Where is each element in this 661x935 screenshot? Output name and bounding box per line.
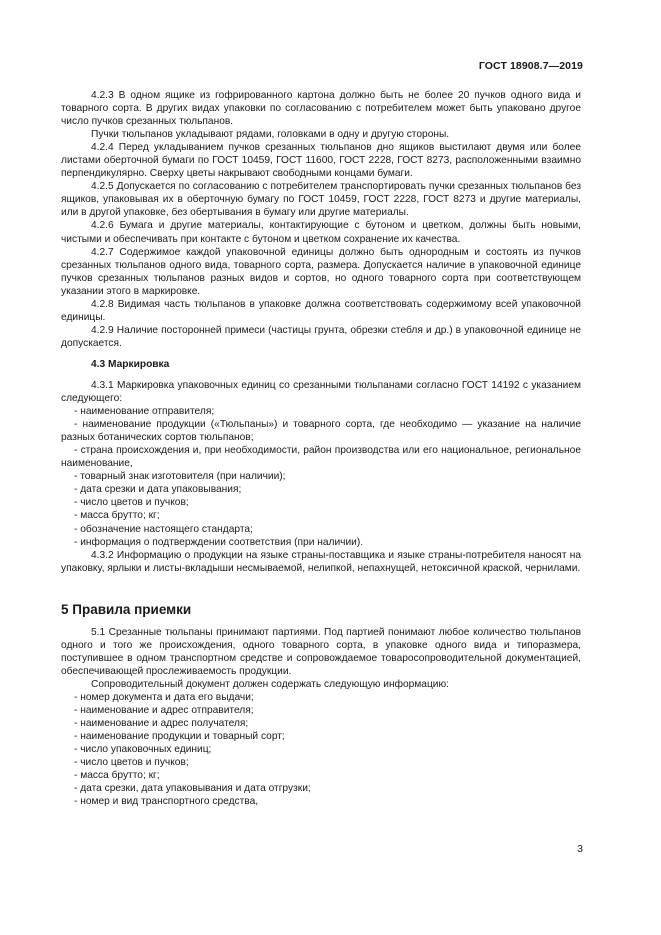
paragraph-4-3-2: 4.3.2 Информацию о продукции на языке страны-поставщика и языке страны-потребителя наносят на упаковку, ярлыки и листы-вкладыши несмываемой, нелипкой, непахнущей, нетоксичной краской, чернилами. [61,549,581,574]
paragraph-4-2-5: 4.2.5 Допускается по согласованию с потребителем транспортировать пучки срезанных тюльпанов без ящиков, упаковывая их в оберточную бумагу по ГОСТ 10459, ГОСТ 2228, ГОСТ 8273 и другие материалы, или в другой упаковке, без обертывания в бумагу или другие материалы. [61,181,581,219]
section-heading: 5 Правила приемки [61,601,192,617]
list-item: - информация о подтверждении соответствия (при наличии). [74,536,364,548]
list-item: - дата срезки, дата упаковывания и дата отгрузки; [74,783,311,795]
list-item: - наименование продукции и товарный сорт; [74,731,285,743]
document-header: ГОСТ 18908.7—2019 [478,60,583,72]
document-body [61,89,581,808]
list-item: - страна происхождения и, при необходимости, район производства или его национальное, региональное наименование, [61,445,581,470]
list-item: - наименование и адрес получателя; [74,718,249,730]
list-item: - номер документа и дата его выдачи; [74,691,254,703]
paragraph-accompanying-document: Сопроводительный документ должен содержать следующую информацию: [91,678,449,690]
paragraph-4-2-7: 4.2.7 Содержимое каждой упаковочной единицы должно быть однородным и состоять из пучков срезанных тюльпанов одного вида, товарного сорта, размера. Допускается наличие в упаковочной единице пучков срезанных тюльпанов разных видов и сортов, но одного товарного сорта при соответствующем указании этого в маркировке. [61,246,581,297]
list-item: - число упаковочных единиц; [74,744,212,756]
paragraph-4-2-9: 4.2.9 Наличие посторонней примеси (частицы грунта, обрезки стебля и др.) в упаковочной единице не допускается. [61,324,581,349]
paragraph-4-3-1: 4.3.1 Маркировка упаковочных единиц со срезанными тюльпанами согласно ГОСТ 14192 с указанием следующего: [61,379,581,405]
list-item: - масса брутто; кг; [74,770,160,782]
paragraph-4-2-4: 4.2.4 Перед укладыванием пучков срезанных тюльпанов дно ящиков выстилают двумя или более листами оберточной бумаги по ГОСТ 10459, ГОСТ 11600, ГОСТ 2228, ГОСТ 8273, расположенными взаимно перпендикулярно. Сверху цветы накрывают свободными концами бумаги. [61,142,581,180]
page-number: 3 [577,843,583,855]
list-item: - масса брутто; кг; [74,510,160,522]
list-item: - наименование продукции («Тюльпаны») и товарного сорта, где необходимо — указание на наличие разных ботанических сортов тюльпанов; [61,419,581,444]
list-item: - число цветов и пучков; [74,757,189,769]
paragraph-5-1: 5.1 Срезанные тюльпаны принимают партиями. Под партией понимают любое количество тюльпанов одного и того же происхождения, одного товарного сорта, в упаковке одного вида и типоразмера, поступившее в одном транспортном средстве и сопровождаемое товаросопроводительной документацией, обеспечивающей прослеживаемость продукции. [61,626,581,677]
paragraph-4-2-8: 4.2.8 Видимая часть тюльпанов в упаковке должна соответствовать содержимому всей упаковочной единицы. [61,298,581,323]
list-item: - наименование и адрес отправителя; [74,704,254,716]
list-item: - число цветов и пучков; [74,497,189,509]
subsection-heading: 4.3 Маркировка [91,358,170,370]
paragraph-bundles-rows: Пучки тюльпанов укладывают рядами, головками в одну и другую стороны. [91,129,450,141]
list-item: - наименование отправителя; [74,406,215,418]
list-item: - номер и вид транспортного средства, [74,796,259,808]
paragraph-4-2-6: 4.2.6 Бумага и другие материалы, контактирующие с бутоном и цветком, должны быть новыми, чистыми и обеспечивать при контакте с бутоном и цветком сохранение их качества. [61,220,581,245]
list-item: - обозначение настоящего стандарта; [74,523,253,535]
paragraph-4-2-3: 4.2.3 В одном ящике из гофрированного картона должно быть не более 20 пучков одного вида и товарного сорта. В других видах упаковки по согласованию с потребителем может быть упаковано другое число пучков срезанных тюльпанов. [61,90,581,128]
list-item: - товарный знак изготовителя (при наличии); [74,471,286,483]
list-item: - дата срезки и дата упаковывания; [74,484,242,496]
